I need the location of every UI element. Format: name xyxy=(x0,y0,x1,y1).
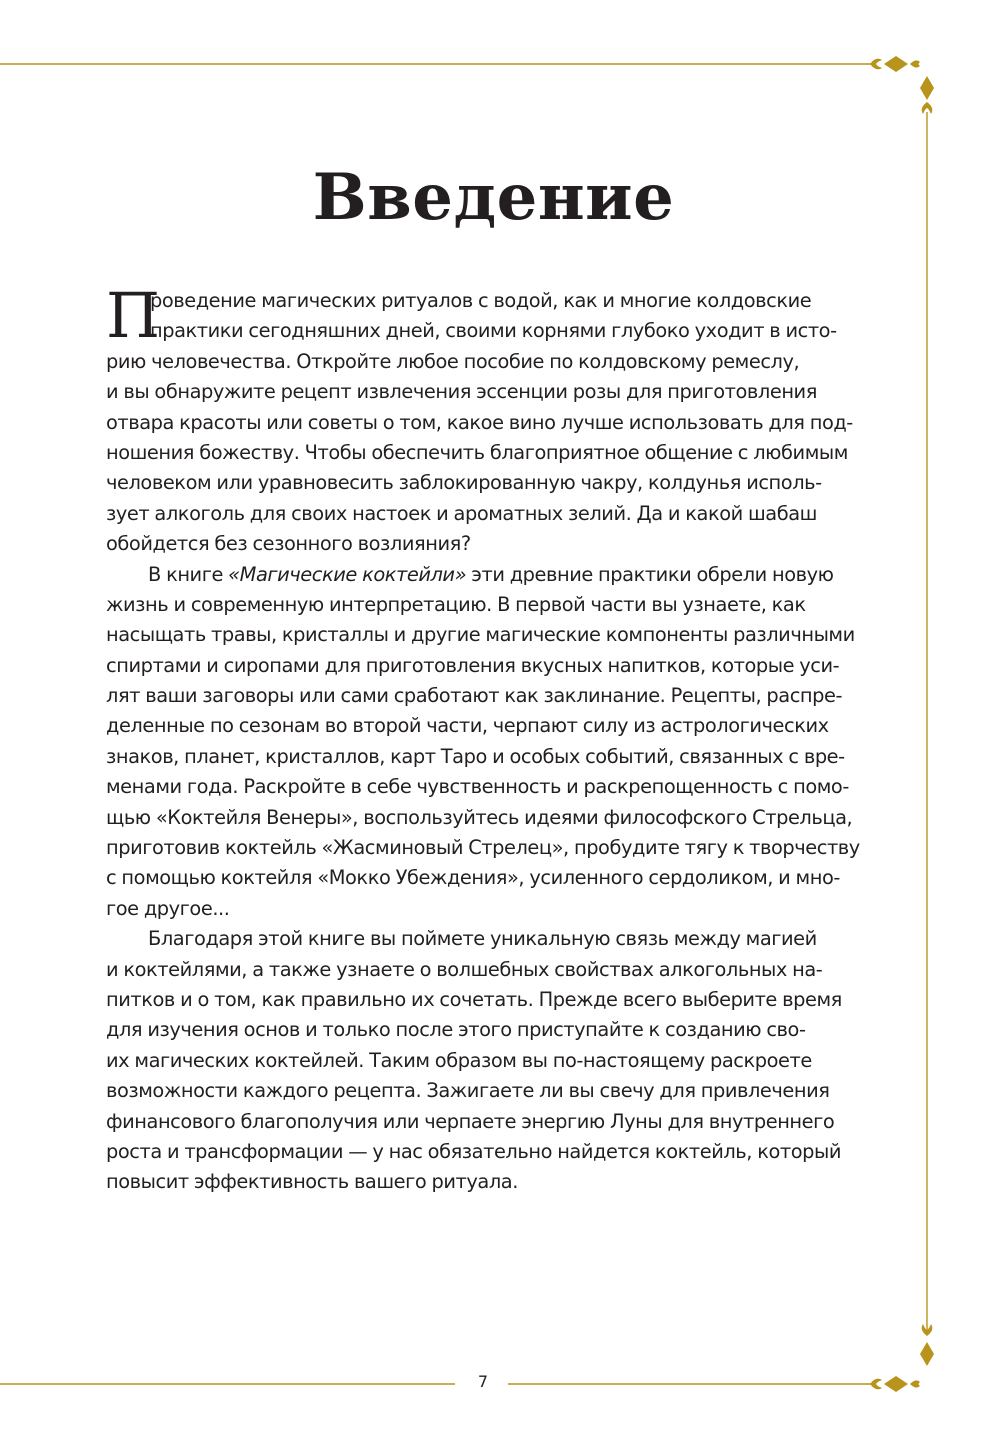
text-line: роста и трансформации — у нас обязательно найдется коктейль, который xyxy=(106,1139,842,1163)
page-title: Введение xyxy=(312,160,675,235)
text-fragment: эти древние практики обрели новую xyxy=(466,562,834,586)
text-line: финансового благополучия или черпаете энергию Луны для внутреннего xyxy=(106,1109,835,1133)
text-line: с помощью коктейля «Мокко Убеждения», усиленного сердоликом, и мно- xyxy=(106,866,840,890)
text-line: обойдется без сезонного возлияния? xyxy=(106,532,471,556)
text-line: человеком или уравновесить заблокированную чакру, колдунья исполь- xyxy=(106,471,822,495)
text-line: питков и о том, как правильно их сочетать. Прежде всего выберите время xyxy=(106,987,842,1011)
text-line: возможности каждого рецепта. Зажигаете ли вы свечу для привлечения xyxy=(106,1079,830,1103)
text-line xyxy=(106,560,836,590)
text-line: их магических коктейлей. Таким образом вы по-настоящему раскроете xyxy=(106,1048,812,1072)
drop-cap: П xyxy=(106,279,160,352)
text-line: для изучения основ и только после этого приступайте к созданию сво- xyxy=(106,1018,806,1042)
text-line: ношения божеству. Чтобы обеспечить благоприятное общение с любимым xyxy=(106,440,848,464)
corner-ornament-bottom-right xyxy=(870,1324,934,1392)
text-line: щью «Коктейля Венеры», воспользуйтесь идеями философского Стрельца, xyxy=(106,805,853,829)
text-line: приготовив коктейль «Жасминовый Стрелец», пробудите тягу к творчеству xyxy=(106,836,860,860)
text-line: и коктейлями, а также узнаете о волшебных свойствах алкогольных на- xyxy=(106,957,823,981)
paragraph-3 xyxy=(106,924,842,1198)
book-title: «Магические коктейли» xyxy=(228,562,467,586)
text-line: и вы обнаружите рецепт извлечения эссенции розы для приготовления xyxy=(106,380,817,404)
text-line: знаков, планет, кристаллов, карт Таро и особых событий, связанных с вре- xyxy=(106,744,845,768)
text-line: Благодаря этой книге вы поймете уникальную связь между магией xyxy=(148,927,817,951)
paragraph-1 xyxy=(106,279,853,560)
body-text xyxy=(106,279,860,1198)
text-line: менами года. Раскройте в себе чувственность и раскрепощенность с помо- xyxy=(106,775,849,799)
text-line: деленные по сезонам во второй части, черпают силу из астрологических xyxy=(106,714,829,738)
page-number: 7 xyxy=(477,1372,489,1391)
text-line: насыщать травы, кристаллы и другие магические компоненты различными xyxy=(106,623,855,647)
paragraph-2 xyxy=(106,560,860,925)
text-fragment: В книге xyxy=(148,562,229,586)
text-line: спиртами и сиропами для приготовления вкусных напитков, которые уси- xyxy=(106,653,840,677)
text-line: гое другое... xyxy=(106,896,230,920)
text-line: повысит эффективность вашего ритуала. xyxy=(106,1170,518,1194)
text-line: рию человечества. Откройте любое пособие по колдовскому ремеслу, xyxy=(106,349,800,373)
text-line: лят ваши заговоры или сами сработают как заклинание. Рецепты, распре- xyxy=(106,684,843,708)
text-line: роведение магических ритуалов с водой, как и многие колдовские xyxy=(150,289,812,312)
text-line: отвара красоты или советы о том, какое вино лучше использовать для под- xyxy=(106,410,853,434)
text-line: практики сегодняшних дней, своими корнями глубоко уходит в исто- xyxy=(150,319,837,343)
text-line: жизнь и современную интерпретацию. В первой части вы узнаете, как xyxy=(106,592,806,616)
corner-ornament-top-right xyxy=(870,56,934,114)
text-line: зует алкоголь для своих настоек и ароматных зелий. Да и какой шабаш xyxy=(106,501,817,525)
